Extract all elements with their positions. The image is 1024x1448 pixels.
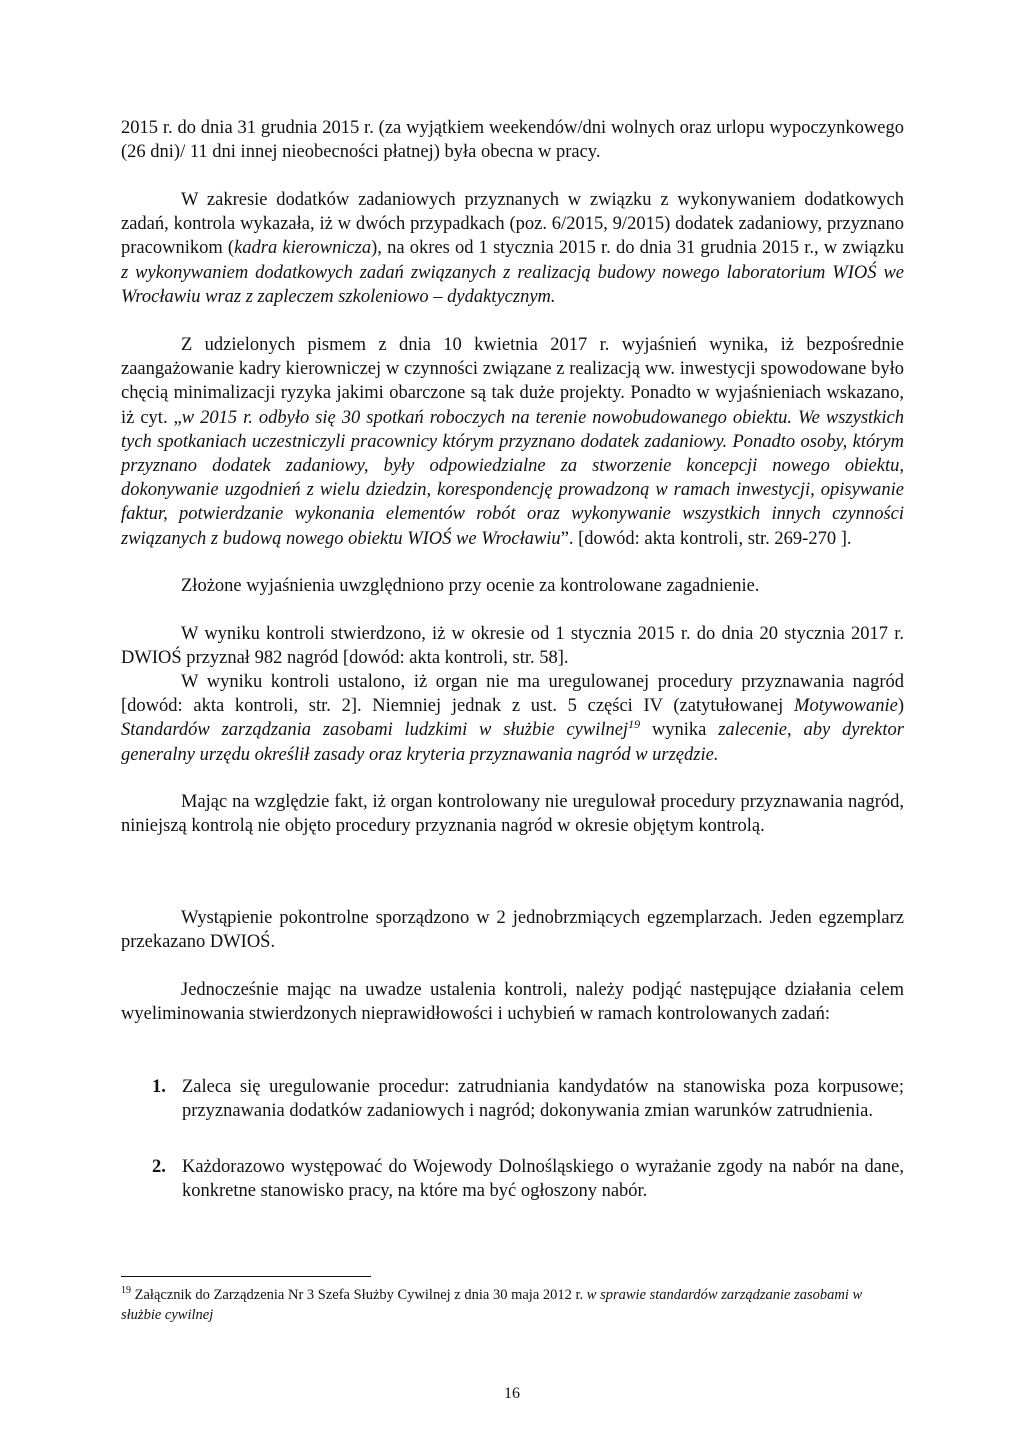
paragraph-attendance: 2015 r. do dnia 31 grudnia 2015 r. (za wyjątkiem weekendów/dni wolnych oraz urlopu wypoczynkowego (26 dni)/ 11 dni innej nieobecności płatnej) była obecna w pracy.: [121, 118, 904, 163]
footnote-text: Załącznik do Zarządzenia Nr 3 Szefa Służby Cywilnej z dnia 30 maja 2012 r.: [131, 1287, 587, 1303]
italic-segment: zalecenie, aby dyrektor generalny urzędu określił zasady oraz kryteria przyznawania nagród w urzędzie.: [121, 720, 904, 765]
footnote-divider: [121, 1276, 371, 1277]
italic-segment: z wykonywaniem dodatkowych zadań związanych z realizacją budowy nowego laboratorium WIOŚ we Wrocławiu wraz z zapleczem szkoleniowo – dydaktycznym.: [121, 262, 904, 307]
paragraph-recommended-actions: Jednocześnie mając na uwadze ustalenia kontroli, należy podjąć następujące działania celem wyeliminowania stwierdzonych nieprawidłowości i uchybień w ramach kontrolowanych zadań:: [121, 980, 904, 1025]
paragraph-post-audit-statement: Wystąpienie pokontrolne sporządzono w 2 jednobrzmiących egzemplarzach. Jeden egzemplarz przekazano DWIOŚ.: [121, 908, 904, 953]
list-item-text: Każdorazowo występować do Wojewody Dolnośląskiego o wyrażanie zgody na nabór na dane, konkretne stanowisko pracy, na które ma być ogłoszony nabór.: [182, 1157, 904, 1202]
italic-segment: Standardów zarządzania zasobami ludzkimi w służbie cywilnej: [121, 720, 629, 741]
paragraph-awards-count: W wyniku kontroli stwierdzono, iż w okresie od 1 stycznia 2015 r. do dnia 20 stycznia 2017 r. DWIOŚ przyznał 982 nagród [dowód: akta kontroli, str. 58].: [121, 624, 904, 669]
italic-segment: Motywowanie: [794, 696, 898, 717]
paragraph-not-covered: Mając na względzie fakt, iż organ kontrolowany nie uregulował procedury przyznawania nagród, niniejszą kontrolą nie objęto procedury przyznania nagród w okresie objętym kontrolą.: [121, 792, 904, 837]
footnote: [121, 1285, 904, 1325]
list-item-number: 2.: [152, 1157, 166, 1177]
list-item-text: Zaleca się uregulowanie procedur: zatrudniania kandydatów na stanowiska poza korpusowe; przyznawania dodatków zadaniowych i nagród; dokonywania zmian warunków zatrudnienia.: [182, 1077, 904, 1122]
footnote-number: 19: [121, 1285, 131, 1297]
text-segment: W zakresie dodatków zadaniowych przyznanych w związku z wykonywaniem dodatkowych zadań, kontrola wykazała, iż w dwóch przypadkach (poz. 6/2015, 9/2015) dodatek zadaniowy, przyznano pracownikom (: [121, 190, 904, 259]
list-item-number: 1.: [152, 1077, 166, 1097]
paragraph-explanations-considered: Złożone wyjaśnienia uwzględniono przy ocenie za kontrolowane zagadnienie.: [181, 576, 760, 596]
italic-quote: w 2015 r. odbyło się 30 spotkań roboczych na terenie nowobudowanego obiektu. We wszystkich tych spotkaniach uczestniczyli pracownicy którym przyznano dodatek zadaniowy. Ponadto osoby, którym przyznano dodatek zadaniowy, były odpowiedzialne za stworzenie koncepcji nowego obiektu, dokonywanie uzgodnień z wielu dziedzin, korespondencję prowadzoną w ramach inwestycji, opisywanie faktur, potwierdzanie wykonania elementów robót oraz wykonywanie wszystkich innych czynności związanych z budową nowego obiektu WIOŚ we Wrocławiu: [121, 407, 904, 549]
paragraph-task-allowance: [121, 188, 904, 309]
paragraph-explanations: [121, 333, 904, 551]
text-segment: Z udzielonych pismem z dnia 10 kwietnia 2017 r. wyjaśnień wynika, iż bezpośrednie zaangażowanie kadry kierowniczej w czynności związane z realizacją ww. inwestycji spowodowane było chęcią minimalizacji ryzyka jakimi obarczone są tak duże projekty. Ponadto w wyjaśnieniach wskazano, iż cyt. „: [121, 335, 904, 428]
footnote-reference: 19: [628, 717, 641, 732]
footnote-italic: w sprawie standardów zarządzanie zasobami w służbie cywilnej: [121, 1287, 863, 1323]
text-segment: ): [897, 696, 904, 717]
text-segment: ), na okres od 1 stycznia 2015 r. do dnia 31 grudnia 2015 r., w związku: [371, 238, 904, 259]
italic-segment: kadra kierownicza: [234, 238, 372, 259]
text-segment: ”. [dowód: akta kontroli, str. 269-270 ].: [560, 528, 852, 549]
text-segment: W wyniku kontroli ustalono, iż organ nie ma uregulowanej procedury przyznawania nagród [dowód: akta kontroli, str. 2]. Niemniej jednak z ust. 5 części IV (zatytułowanej: [121, 672, 904, 717]
text-segment: wynika: [640, 720, 719, 741]
paragraph-awards-procedure: [121, 670, 904, 767]
page-number: 16: [504, 1385, 520, 1402]
